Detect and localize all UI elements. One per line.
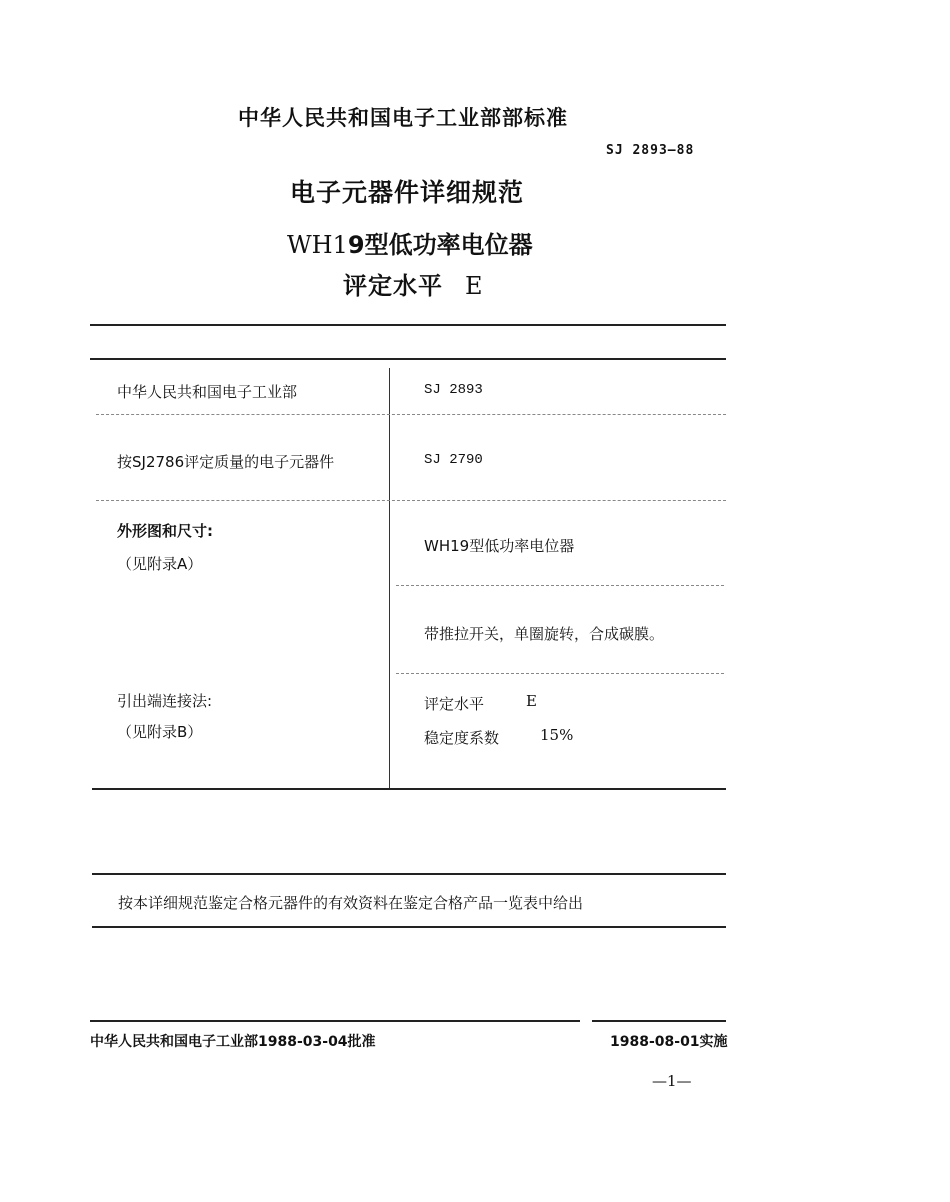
right-separator-3 (396, 585, 724, 586)
spec-title: 电子元器件详细规范 (290, 178, 525, 207)
effective-date: 1988-08-01实施 (610, 1034, 728, 1050)
note-top-rule (92, 873, 726, 875)
footer-rule-right (592, 1020, 726, 1022)
stability-label: 稳定度系数 (424, 729, 500, 747)
product-title-model: WH1 (287, 231, 348, 259)
standard-number: SJ 2893—88 (606, 143, 695, 158)
row5-left-title: 引出端连接法: (117, 692, 213, 710)
table-top-rule-1 (90, 324, 726, 326)
footer-rule-left (90, 1020, 580, 1022)
row1-right: SJ 2893 (424, 382, 483, 398)
assessment-level-label: 评定水平 (343, 272, 443, 300)
assessment-level-value: E (465, 272, 484, 300)
product-title (287, 225, 533, 260)
note-bottom-rule (92, 926, 726, 928)
row3-left-title: 外形图和尺寸: (117, 522, 213, 540)
stability-value: 15% (540, 726, 574, 744)
approval-date: 中华人民共和国电子工业部1988-03-04批准 (90, 1034, 376, 1050)
row-separator-2 (96, 500, 726, 501)
table-top-rule-2 (90, 358, 726, 360)
row3-right: WH19型低功率电位器 (424, 537, 575, 555)
ministry-standard-heading: 中华人民共和国电子工业部部标准 (238, 106, 568, 130)
table-divider (389, 368, 390, 788)
product-title-rest: 9型低功率电位器 (347, 231, 533, 259)
row1-left: 中华人民共和国电子工业部 (117, 383, 298, 401)
assessment-level-value-cell: E (526, 692, 537, 710)
row5-left-note: （见附录B） (117, 723, 203, 741)
assessment-level-title (343, 266, 484, 301)
table-bottom-rule (92, 788, 726, 790)
row2-right: SJ 2790 (424, 452, 483, 468)
row-separator-1 (96, 414, 726, 415)
row3-left-note: （见附录A） (117, 555, 203, 573)
right-separator-4 (396, 673, 724, 674)
row4-right: 带推拉开关，单圈旋转，合成碳膜。 (424, 625, 665, 643)
page-number: —1— (652, 1072, 692, 1090)
assessment-level-label-cell: 评定水平 (424, 695, 485, 713)
qualified-products-note: 按本详细规范鉴定合格元器件的有效资料在鉴定合格产品一览表中给出 (118, 894, 584, 912)
row2-left: 按SJ2786评定质量的电子元器件 (117, 453, 335, 471)
